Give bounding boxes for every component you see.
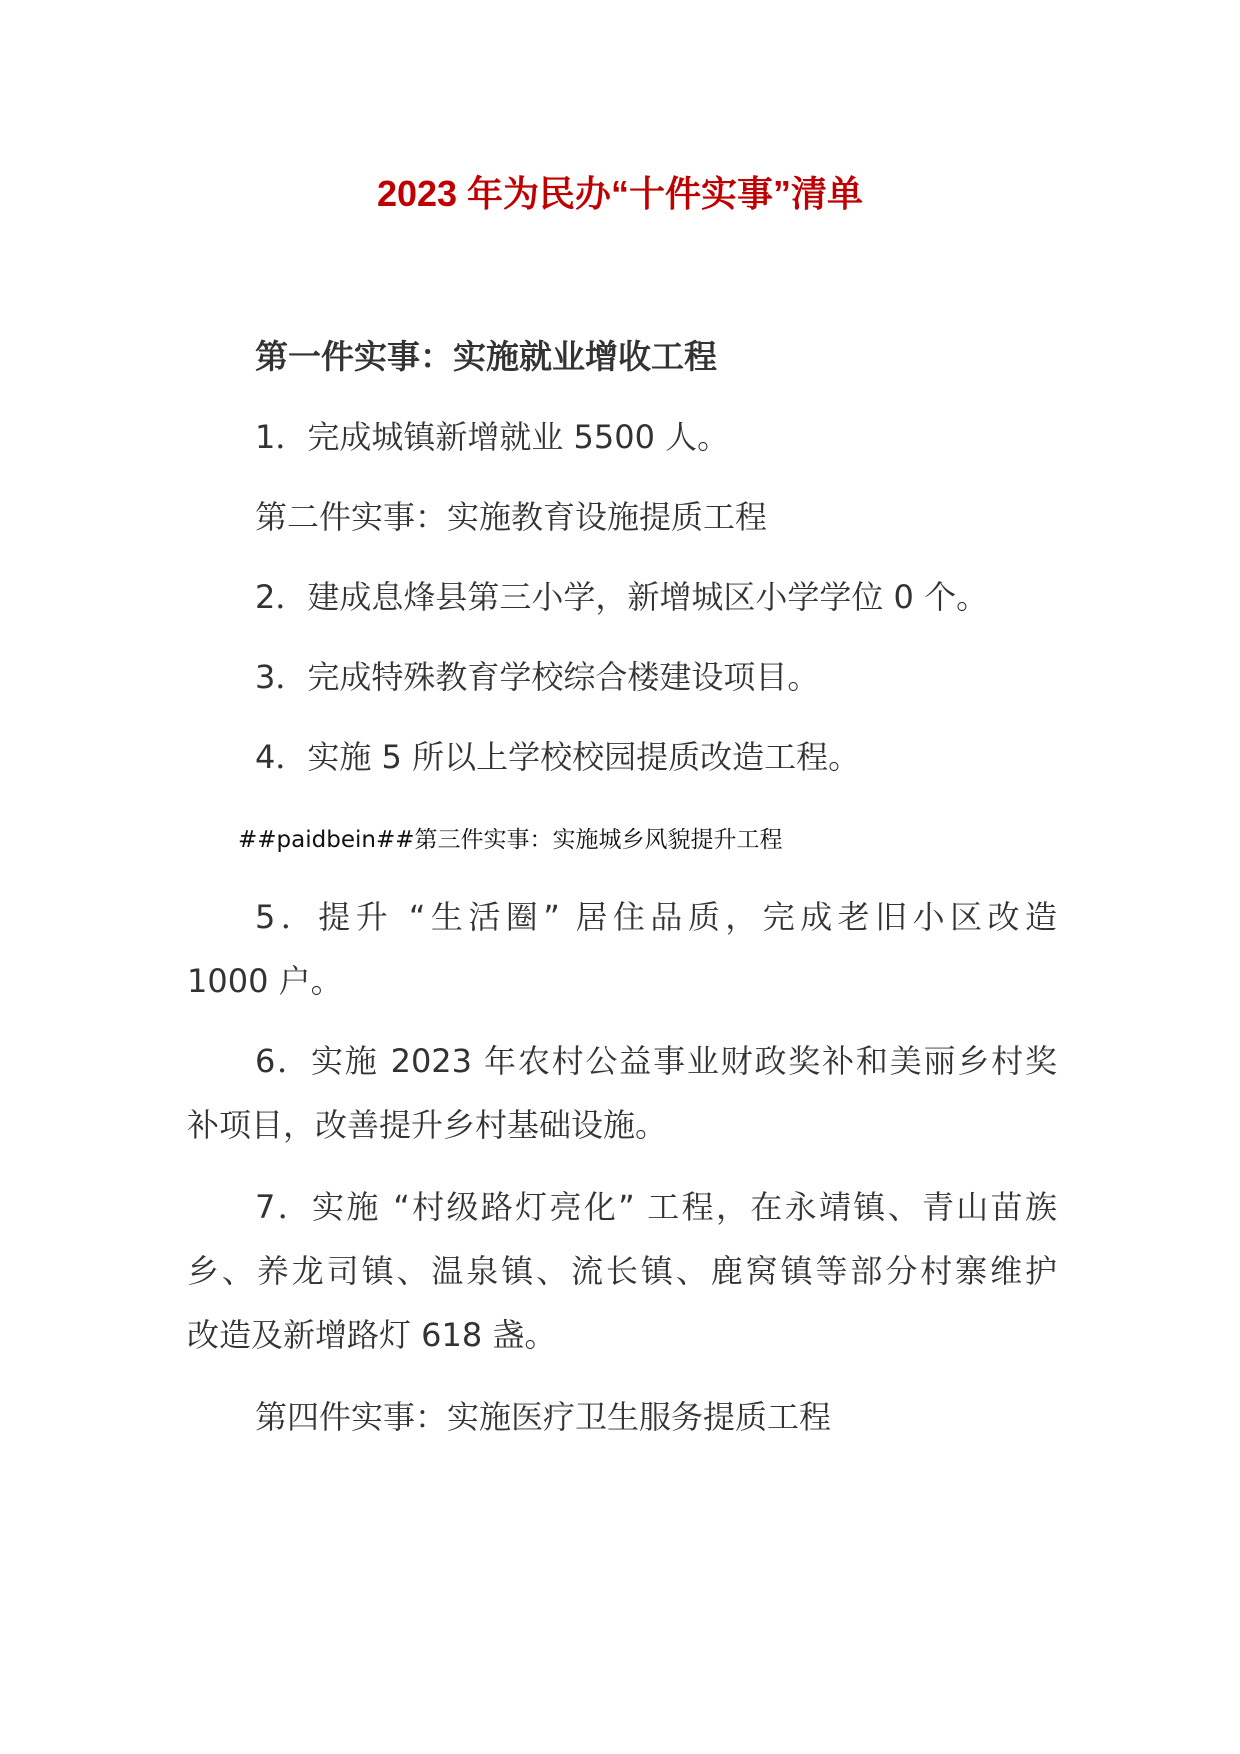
- section-heading-2: 第二件实事：实施教育设施提质工程: [255, 498, 768, 536]
- document-title: 2023 年为民办“十件实事”清单: [376, 173, 864, 214]
- section-heading-3: ##paidbein##第三件实事：实施城乡风貌提升工程: [238, 827, 783, 853]
- item-6-line-1: 6．实施 2023 年农村公益事业财政奖补和美丽乡村奖: [255, 1042, 1057, 1080]
- item-6-line-2: 补项目，改善提升乡村基础设施。: [187, 1106, 668, 1144]
- item-7-line-3: 改造及新增路灯 618 盏。: [187, 1316, 557, 1354]
- item-2: 2．建成息烽县第三小学，新增城区小学学位 0 个。: [255, 578, 989, 616]
- item-3: 3．完成特殊教育学校综合楼建设项目。: [255, 658, 820, 696]
- section-heading-1: 第一件实事：实施就业增收工程: [255, 337, 717, 376]
- item-7-line-1: 7．实施 “村级路灯亮化” 工程，在永靖镇、青山苗族: [255, 1188, 1057, 1226]
- item-5-line-2: 1000 户。: [187, 962, 343, 1000]
- item-5-line-1: 5．提升 “生活圈” 居住品质，完成老旧小区改造: [255, 898, 1057, 936]
- item-1: 1．完成城镇新增就业 5500 人。: [255, 418, 730, 456]
- item-7-line-2: 乡、养龙司镇、温泉镇、流长镇、鹿窝镇等部分村寨维护: [187, 1252, 1057, 1290]
- section-heading-4: 第四件实事：实施医疗卫生服务提质工程: [255, 1398, 832, 1436]
- item-4: 4．实施 5 所以上学校校园提质改造工程。: [255, 738, 861, 776]
